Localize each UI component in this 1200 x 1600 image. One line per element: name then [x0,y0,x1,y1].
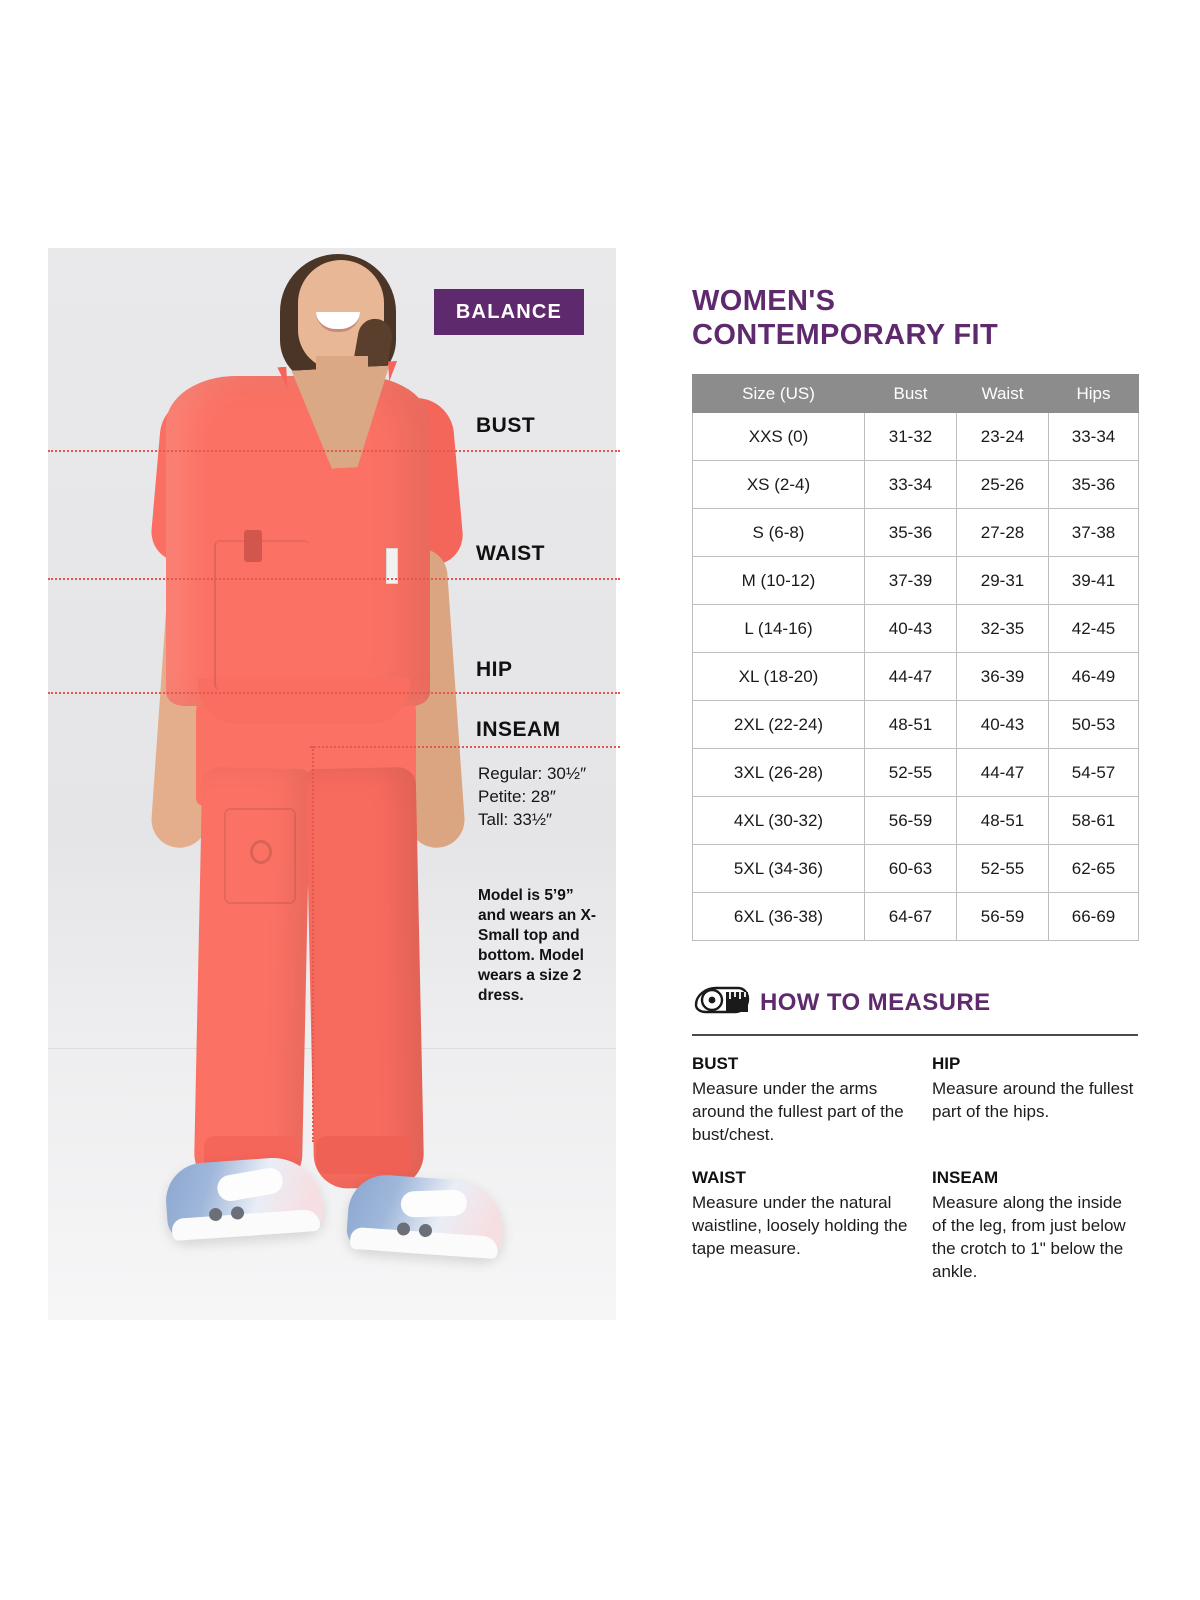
table-row [693,557,1139,605]
cargo-loop [250,840,272,864]
table-header-row [693,375,1139,413]
page-title-line1: WOMEN'S [692,285,836,317]
table-row [693,509,1139,557]
label-hip: HIP [476,658,513,681]
cell-size: M (10-12) [693,557,865,605]
table-row [693,797,1139,845]
left-shoe-sole [171,1209,320,1241]
table-row [693,413,1139,461]
cell-size: 2XL (22-24) [693,701,865,749]
cell-bust: 40-43 [865,605,957,653]
cell-size: 4XL (30-32) [693,797,865,845]
cell-bust: 60-63 [865,845,957,893]
cell-size: XS (2-4) [693,461,865,509]
cell-hips: 35-36 [1049,461,1139,509]
brand-badge: BALANCE [434,289,584,335]
right-shoe-laces [400,1189,467,1217]
table-row [693,605,1139,653]
cell-waist: 52-55 [957,845,1049,893]
table-row [693,893,1139,941]
left-shoe [164,1155,325,1242]
cell-waist: 29-31 [957,557,1049,605]
cell-hips: 58-61 [1049,797,1139,845]
cell-waist: 27-28 [957,509,1049,557]
column-header-bust: Bust [865,375,957,413]
label-waist: WAIST [476,542,545,565]
table-row [693,701,1139,749]
cell-bust: 52-55 [865,749,957,797]
cell-hips: 46-49 [1049,653,1139,701]
inseam-guide-line [310,746,620,748]
table-row [693,749,1139,797]
right-shoe [346,1173,507,1260]
cell-waist: 32-35 [957,605,1049,653]
column-header-hips: Hips [1049,375,1139,413]
cell-size: XXS (0) [693,413,865,461]
table-row [693,653,1139,701]
measure-definition: Measure along the inside of the leg, from just below the crotch to 1" below the ankle. [932,1193,1126,1281]
right-cuff [316,1136,412,1174]
cell-waist: 36-39 [957,653,1049,701]
cell-waist: 44-47 [957,749,1049,797]
cell-waist: 25-26 [957,461,1049,509]
how-to-measure-header [692,983,1138,1022]
label-inseam: INSEAM [476,718,561,741]
cell-size: L (14-16) [693,605,865,653]
table-row [693,461,1139,509]
cell-size: 6XL (36-38) [693,893,865,941]
measure-term: WAIST [692,1168,746,1187]
chest-pocket [214,540,310,690]
measure-definition: Measure around the fullest part of the hips. [932,1079,1134,1121]
cell-size: S (6-8) [693,509,865,557]
cell-bust: 44-47 [865,653,957,701]
cell-hips: 50-53 [1049,701,1139,749]
right-leg [306,767,425,1189]
cell-hips: 37-38 [1049,509,1139,557]
cell-hips: 39-41 [1049,557,1139,605]
bust-guide-line [48,450,620,452]
cell-size: XL (18-20) [693,653,865,701]
model-note: Model is 5’9” and wears an X-Small top and bottom. Model wears a size 2 dress. [478,887,597,1004]
column-header-waist: Waist [957,375,1049,413]
measure-term: BUST [692,1054,739,1073]
waist-guide-line [48,578,620,580]
inseam-option-regular: Regular: 30½″ [478,764,587,783]
cell-bust: 33-34 [865,461,957,509]
measure-definition: Measure under the natural waistline, loosely holding the tape measure. [692,1193,908,1258]
cell-hips: 42-45 [1049,605,1139,653]
hip-guide-line [48,692,620,694]
measure-definition: Measure under the arms around the fullest part of the bust/chest. [692,1079,904,1144]
cell-waist: 56-59 [957,893,1049,941]
zipper-pocket [244,530,262,562]
cell-bust: 48-51 [865,701,957,749]
section-divider [692,1034,1138,1036]
cell-waist: 23-24 [957,413,1049,461]
measure-term: HIP [932,1054,961,1073]
measure-item-hip [932,1054,1138,1146]
cell-hips: 62-65 [1049,845,1139,893]
inseam-vertical-line [312,746,314,1142]
inseam-option-petite: Petite: 28″ [478,787,556,806]
cell-bust: 56-59 [865,797,957,845]
label-bust: BUST [476,414,536,437]
page-title-line2: CONTEMPORARY FIT [692,319,999,351]
cell-waist: 48-51 [957,797,1049,845]
cell-size: 3XL (26-28) [693,749,865,797]
how-to-measure-list [692,1054,1138,1283]
cell-size: 5XL (34-36) [693,845,865,893]
measure-item-inseam [932,1168,1138,1283]
how-to-measure-title: HOW TO MEASURE [760,988,991,1016]
cell-bust: 37-39 [865,557,957,605]
measure-item-waist [692,1168,932,1283]
cell-hips: 33-34 [1049,413,1139,461]
cell-bust: 64-67 [865,893,957,941]
cell-waist: 40-43 [957,701,1049,749]
tape-measure-icon [692,983,750,1022]
measure-term: INSEAM [932,1168,999,1187]
left-shoe-laces [215,1166,285,1203]
table-row [693,845,1139,893]
inseam-option-tall: Tall: 33½″ [478,810,553,829]
cell-bust: 31-32 [865,413,957,461]
inseam-options [478,762,586,831]
cell-hips: 66-69 [1049,893,1139,941]
column-header-size: Size (US) [693,375,865,413]
size-chart-table [692,374,1139,941]
measure-item-bust [692,1054,932,1146]
cell-hips: 54-57 [1049,749,1139,797]
cell-bust: 35-36 [865,509,957,557]
right-column [692,284,1138,1283]
